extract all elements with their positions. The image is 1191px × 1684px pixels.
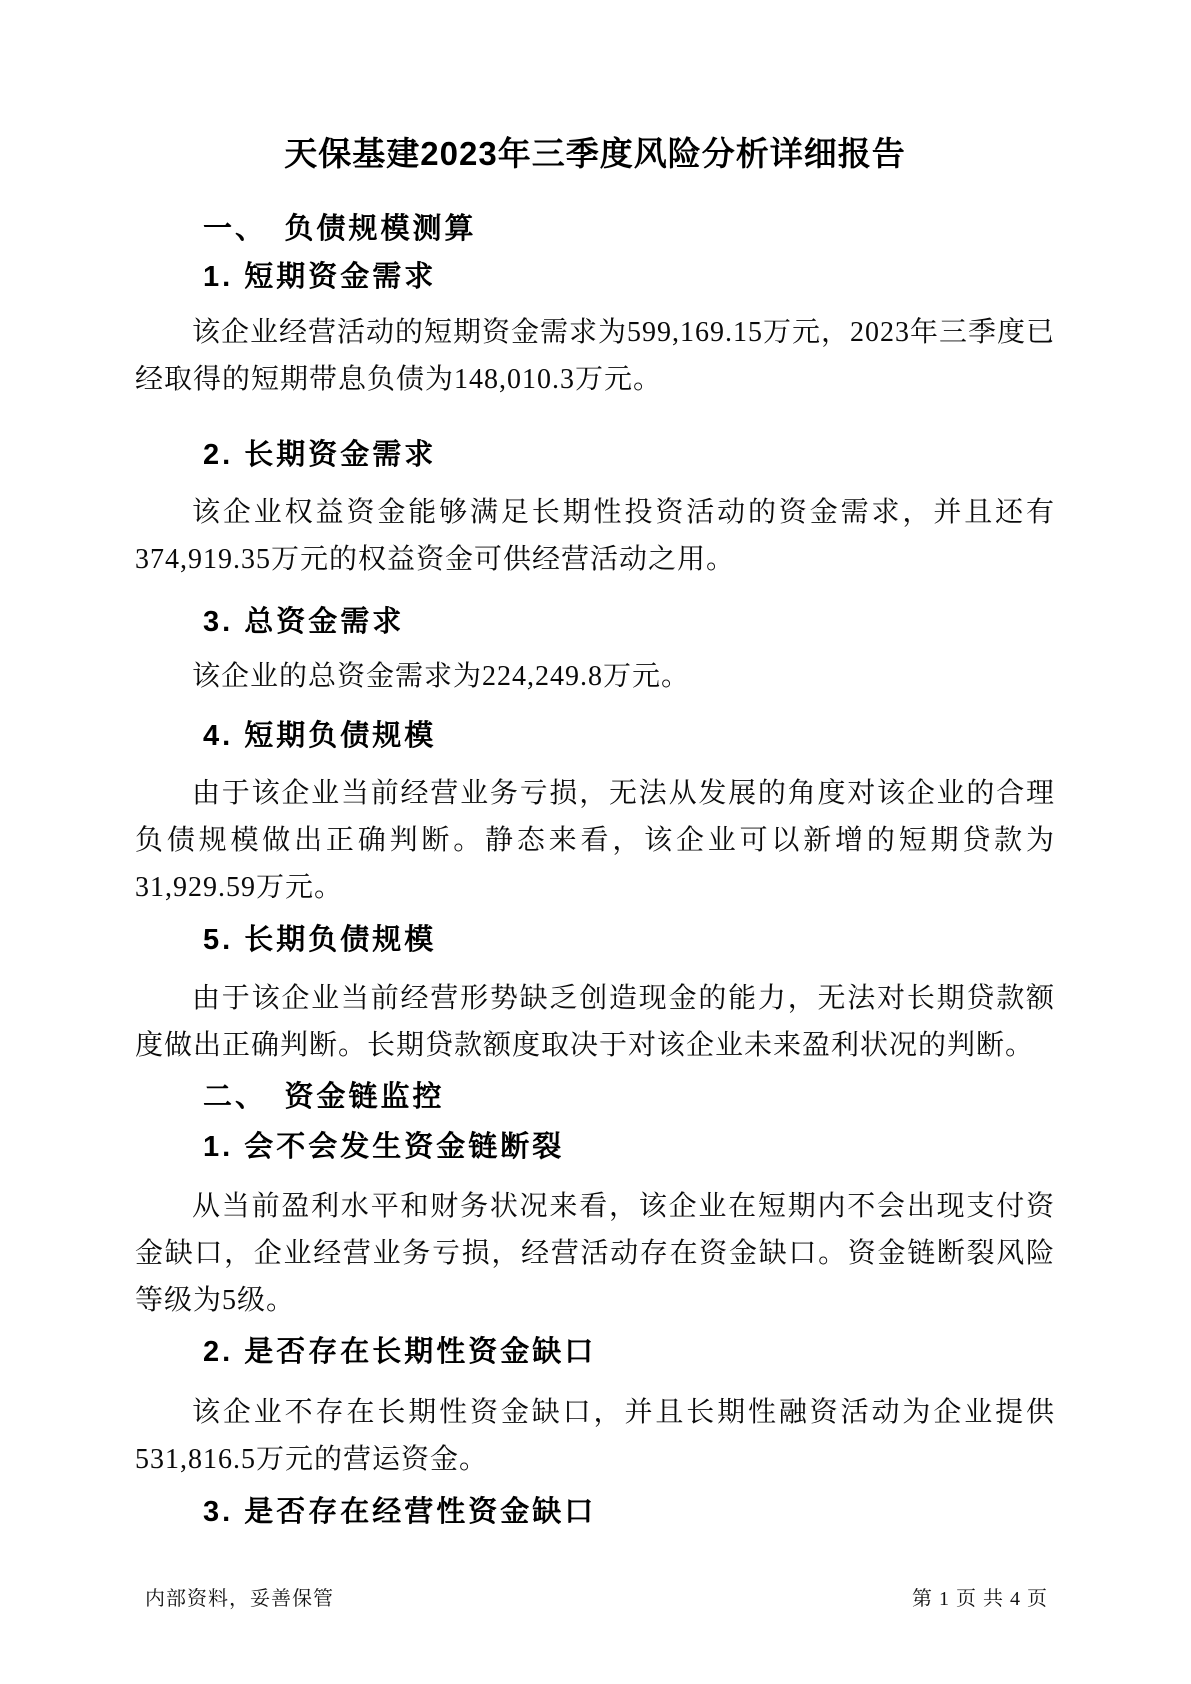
subsection-heading-1-1: 1. 短期资金需求 <box>203 261 437 293</box>
footer-confidential-note: 内部资料，妥善保管 <box>145 1588 334 1610</box>
paragraph-2-2: 该企业不存在长期性资金缺口，并且长期性融资活动为企业提供531,816.5万元的营运资金。 <box>135 1397 1055 1475</box>
page-footer <box>145 1586 1048 1612</box>
subsection-heading-1-5: 5. 长期负债规模 <box>203 924 437 956</box>
paragraph-1-4: 由于该企业当前经营业务亏损，无法从发展的角度对该企业的合理负债规模做出正确判断。静态来看，该企业可以新增的短期贷款为31,929.59万元。 <box>135 778 1055 903</box>
document-body <box>135 0 1055 1532</box>
page-title: 天保基建2023年三季度风险分析详细报告 <box>284 135 906 172</box>
subsection-heading-2-3: 3. 是否存在经营性资金缺口 <box>203 1496 597 1528</box>
subsection-heading-2-1: 1. 会不会发生资金链断裂 <box>203 1131 565 1163</box>
footer-page-number: 第 1 页 共 4 页 <box>912 1588 1048 1610</box>
subsection-heading-1-2: 2. 长期资金需求 <box>203 439 437 471</box>
subsection-heading-1-4: 4. 短期负债规模 <box>203 720 437 752</box>
paragraph-1-3: 该企业的总资金需求为224,249.8万元。 <box>192 661 691 692</box>
subsection-heading-1-3: 3. 总资金需求 <box>203 606 405 638</box>
paragraph-1-5: 由于该企业当前经营形势缺乏创造现金的能力，无法对长期贷款额度做出正确判断。长期贷款额度取决于对该企业未来盈利状况的判断。 <box>135 983 1055 1061</box>
paragraph-1-1: 该企业经营活动的短期资金需求为599,169.15万元，2023年三季度已经取得的短期带息负债为148,010.3万元。 <box>135 317 1056 395</box>
section-heading-2: 二、 资金链监控 <box>203 1081 445 1113</box>
paragraph-2-1: 从当前盈利水平和财务状况来看，该企业在短期内不会出现支付资金缺口，企业经营业务亏损，经营活动存在资金缺口。资金链断裂风险等级为5级。 <box>135 1191 1055 1316</box>
paragraph-1-2: 该企业权益资金能够满足长期性投资活动的资金需求，并且还有374,919.35万元的权益资金可供经营活动之用。 <box>135 497 1055 575</box>
subsection-heading-2-2: 2. 是否存在长期性资金缺口 <box>203 1336 597 1368</box>
section-heading-1: 一、 负债规模测算 <box>203 213 477 245</box>
